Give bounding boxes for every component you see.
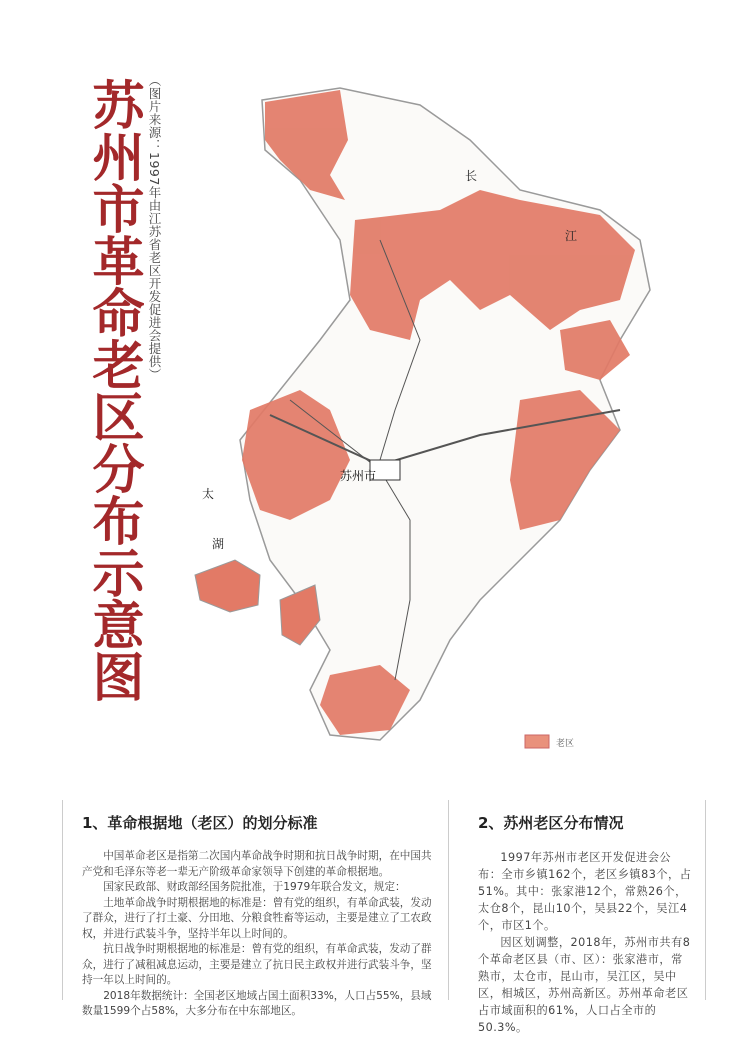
paragraph: 2018年数据统计：全国老区地域占国土面积33%，人口占55%，县域数量1599个占58%，大多分布在中东部地区。	[82, 989, 432, 1017]
label-hu: 湖	[212, 537, 225, 551]
map-legend	[525, 735, 574, 749]
paragraph: 土地革命战争时期根据地的标准是：曾有党的组织，有革命武装，发动了群众，进行了打土豪、分田地、分粮食牲畜等运动，主要是建立了工农政权，并进行武装斗争，坚持半年以上时间的。	[82, 896, 432, 940]
paragraph: 国家民政部、财政部经国务院批准，于1979年联合发文，规定：	[103, 881, 406, 893]
divider	[448, 800, 449, 1000]
label-tai: 太	[202, 487, 215, 501]
section-old-area-criteria	[82, 812, 437, 1020]
divider	[705, 800, 706, 1000]
paragraph: 中国革命老区是指第二次国内革命战争时期和抗日战争时期，在中国共产党和毛泽东等老一辈无产阶级革命家领导下创建的革命根据地。	[82, 850, 432, 878]
legend-label: 老区	[556, 739, 575, 749]
island-south	[280, 585, 320, 645]
page-title: 苏州市革命老区分布示意图	[83, 78, 144, 702]
section-suzhou-distribution	[478, 812, 693, 1036]
legend-swatch	[525, 735, 549, 748]
section1-heading: 1、革命根据地（老区）的划分标准	[82, 814, 318, 832]
label-chang: 长	[465, 169, 478, 183]
old-area-map	[180, 80, 660, 780]
label-jiang: 江	[565, 229, 578, 243]
paragraph: 抗日战争时期根据地的标准是：曾有党的组织，有革命武装，发动了群众，进行了减租减息运动，主要是建立了抗日民主政权并进行武装斗争，坚持一年以上时间的。	[82, 943, 432, 986]
island-west	[195, 560, 260, 612]
label-suzhou-city: 苏州市	[340, 469, 377, 483]
image-source-note: （图片来源：1997年由江苏省老区开发促进会提供）	[147, 74, 162, 381]
section2-heading: 2、苏州老区分布情况	[478, 814, 624, 832]
divider	[62, 800, 63, 1000]
paragraph: 1997年苏州市老区开发促进会公布：全市乡镇162个，老区乡镇83个，占51%。其中：张家港12个，常熟26个，太仓8个，昆山10个，吴县22个，吴江4个，市区1个。	[478, 851, 692, 932]
paragraph: 因区划调整，2018年，苏州市共有8个革命老区县（市、区）：张家港市，常熟市，太仓市，昆山市，吴江区，吴中区，相城区，苏州高新区。苏州革命老区占市域面积的61%，人口占全市的50.3%。	[478, 936, 691, 1034]
